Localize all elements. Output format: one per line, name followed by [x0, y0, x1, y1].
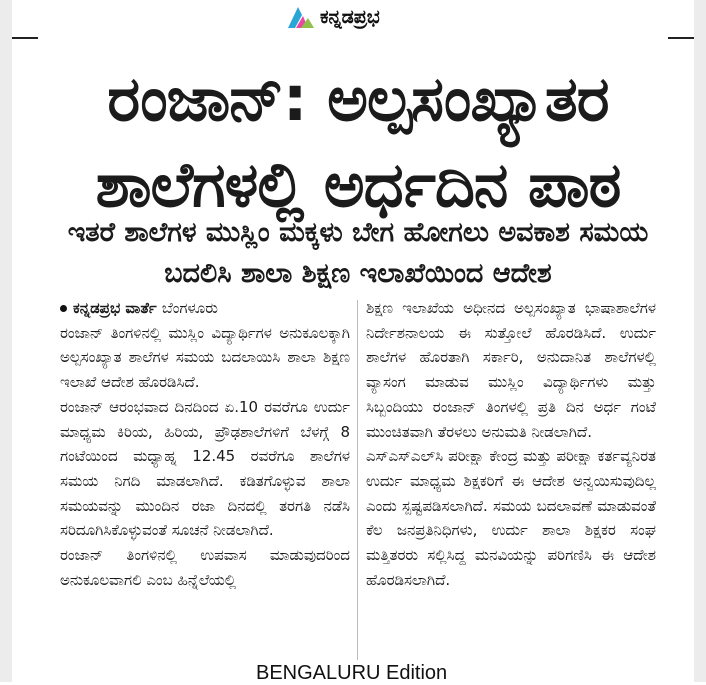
article-paragraph: ಶಿಕ್ಷಣ ಇಲಾಖೆಯ ಅಧೀನದ ಅಲ್ಪಸಂಖ್ಯಾತ ಭಾಷಾಶಾಲೆಗಳ ನಿರ್ದೇಶನಾಲಯ ಈ ಸುತ್ತೋಲೆ ಹೊರಡಿಸಿದೆ. ಉರ್ದು ಶಾಲೆಗಳ ಹೊರತಾಗಿ ಸರ್ಕಾರಿ, ಅನುದಾನಿತ ಶಾಲೆಗಳಲ್ಲಿ ವ್ಯಾಸಂಗ ಮಾಡುವ ಮುಸ್ಲಿಂ ವಿದ್ಯಾರ್ಥಿಗಳು ಮತ್ತು ಸಿಬ್ಬಂದಿಯು ರಂಜಾನ್ ತಿಂಗಳಲ್ಲಿ ಪ್ರತಿ ದಿನ ಅರ್ಧ ಗಂಟೆ ಮುಂಚಿತವಾಗಿ ತೆರಳಲು ಅನುಮತಿ ನೀಡಲಾಗಿದೆ. — [366, 299, 656, 441]
column-divider — [357, 300, 358, 660]
masthead-title: ಕನ್ನಡಪ್ರಭ — [320, 6, 380, 28]
article-column-right — [366, 296, 656, 592]
masthead-logo-icon — [286, 4, 316, 30]
page-edge-left — [0, 0, 12, 682]
byline — [60, 296, 350, 321]
page-edge-right — [694, 0, 706, 682]
article-paragraph: ಎಸ್‌ಎಸ್‌ಎಲ್‌ಸಿ ಪರೀಕ್ಷಾ ಕೇಂದ್ರ ಮತ್ತು ಪರೀಕ್ಷಾ ಕರ್ತವ್ಯನಿರತ ಉರ್ದು ಮಾಧ್ಯಮ ಶಿಕ್ಷಕರಿಗೆ ಈ ಆದೇಶ ಅನ್ವಯಿಸುವುದಿಲ್ಲ ಎಂದು ಸ್ಪಷ್ಟಪಡಿಸಲಾಗಿದೆ. ಸಮಯ ಬದಲಾವಣೆ ಮಾಡುವಂತೆ ಕೆಲ ಜನಪ್ರತಿನಿಧಿಗಳು, ಉರ್ದು ಶಾಲಾ ಶಿಕ್ಷಕರ ಸಂಘ ಮತ್ತಿತರರು ಸಲ್ಲಿಸಿದ್ದ ಮನವಿಯನ್ನು ಪರಿಗಣಿಸಿ ಈ ಆದೇಶ ಹೊರಡಿಸಲಾಗಿದೆ. — [366, 447, 656, 589]
byline-source: ಕನ್ನಡಪ್ರಭ ವಾರ್ತೆ — [73, 299, 157, 317]
subheadline: ಇತರೆ ಶಾಲೆಗಳ ಮುಸ್ಲಿಂ ಮಕ್ಕಳು ಬೇಗ ಹೋಗಲು ಅವಕಾಶ ಸಮಯ ಬದಲಿಸಿ ಶಾಲಾ ಶಿಕ್ಷಣ ಇಲಾಖೆಯಿಂದ ಆದೇಶ — [67, 217, 649, 289]
article-column-left — [60, 296, 350, 592]
top-rule-left — [12, 37, 38, 39]
article-paragraph: ರಂಜಾನ್ ತಿಂಗಳಿನಲ್ಲಿ ಮುಸ್ಲಿಂ ವಿದ್ಯಾರ್ಥಿಗಳ ಅನುಕೂಲಕ್ಕಾಗಿ ಅಲ್ಪಸಂಖ್ಯಾತ ಶಾಲೆಗಳ ಸಮಯ ಬದಲಾಯಿಸಿ ಶಾಲಾ ಶಿಕ್ಷಣ ಇಲಾಖೆ ಆದೇಶ ಹೊರಡಿಸಿದೆ. — [60, 323, 350, 392]
article-paragraph: ರಂಜಾನ್ ತಿಂಗಳಿನಲ್ಲಿ ಉಪವಾಸ ಮಾಡುವುದರಿಂದ ಅನುಕೂಲವಾಗಲಿ ಎಂಬ ಹಿನ್ನೆಲೆಯಲ್ಲಿ — [60, 546, 350, 589]
headline: ರಂಜಾನ್: ಅಲ್ಪಸಂಖ್ಯಾತರ ಶಾಲೆಗಳಲ್ಲಿ ಅರ್ಧದಿನ ಪಾಠ — [95, 62, 621, 221]
top-rule-right — [668, 37, 694, 39]
byline-place: ಬೆಂಗಳೂರು — [161, 299, 218, 317]
masthead — [286, 2, 380, 32]
article-paragraph: ರಂಜಾನ್ ಆರಂಭವಾದ ದಿನದಿಂದ ಏ.10 ರವರೆಗೂ ಉರ್ದು ಮಾಧ್ಯಮ ಕಿರಿಯ, ಹಿರಿಯ, ಪ್ರೌಢಶಾಲೆಗಳಿಗೆ ಬೆಳಗ್ಗೆ 8 ಗಂಟೆಯಿಂದ ಮಧ್ಯಾಹ್ನ 12.45 ರವರೆಗೂ ಶಾಲೆಗಳ ಸಮಯ ನಿಗದಿ ಮಾಡಲಾಗಿದೆ. ಕಡಿತಗೊಳ್ಳುವ ಶಾಲಾ ಸಮಯವನ್ನು ಮುಂದಿನ ರಜಾ ದಿನದಲ್ಲಿ ತರಗತಿ ನಡೆಸಿ ಸರಿದೂಗಿಸಿಕೊಳ್ಳುವಂತೆ ಸೂಚನೆ ನೀಡಲಾಗಿದೆ. — [60, 397, 350, 540]
edition-label: BENGALURU Edition — [256, 662, 448, 684]
bullet-icon — [60, 305, 67, 312]
